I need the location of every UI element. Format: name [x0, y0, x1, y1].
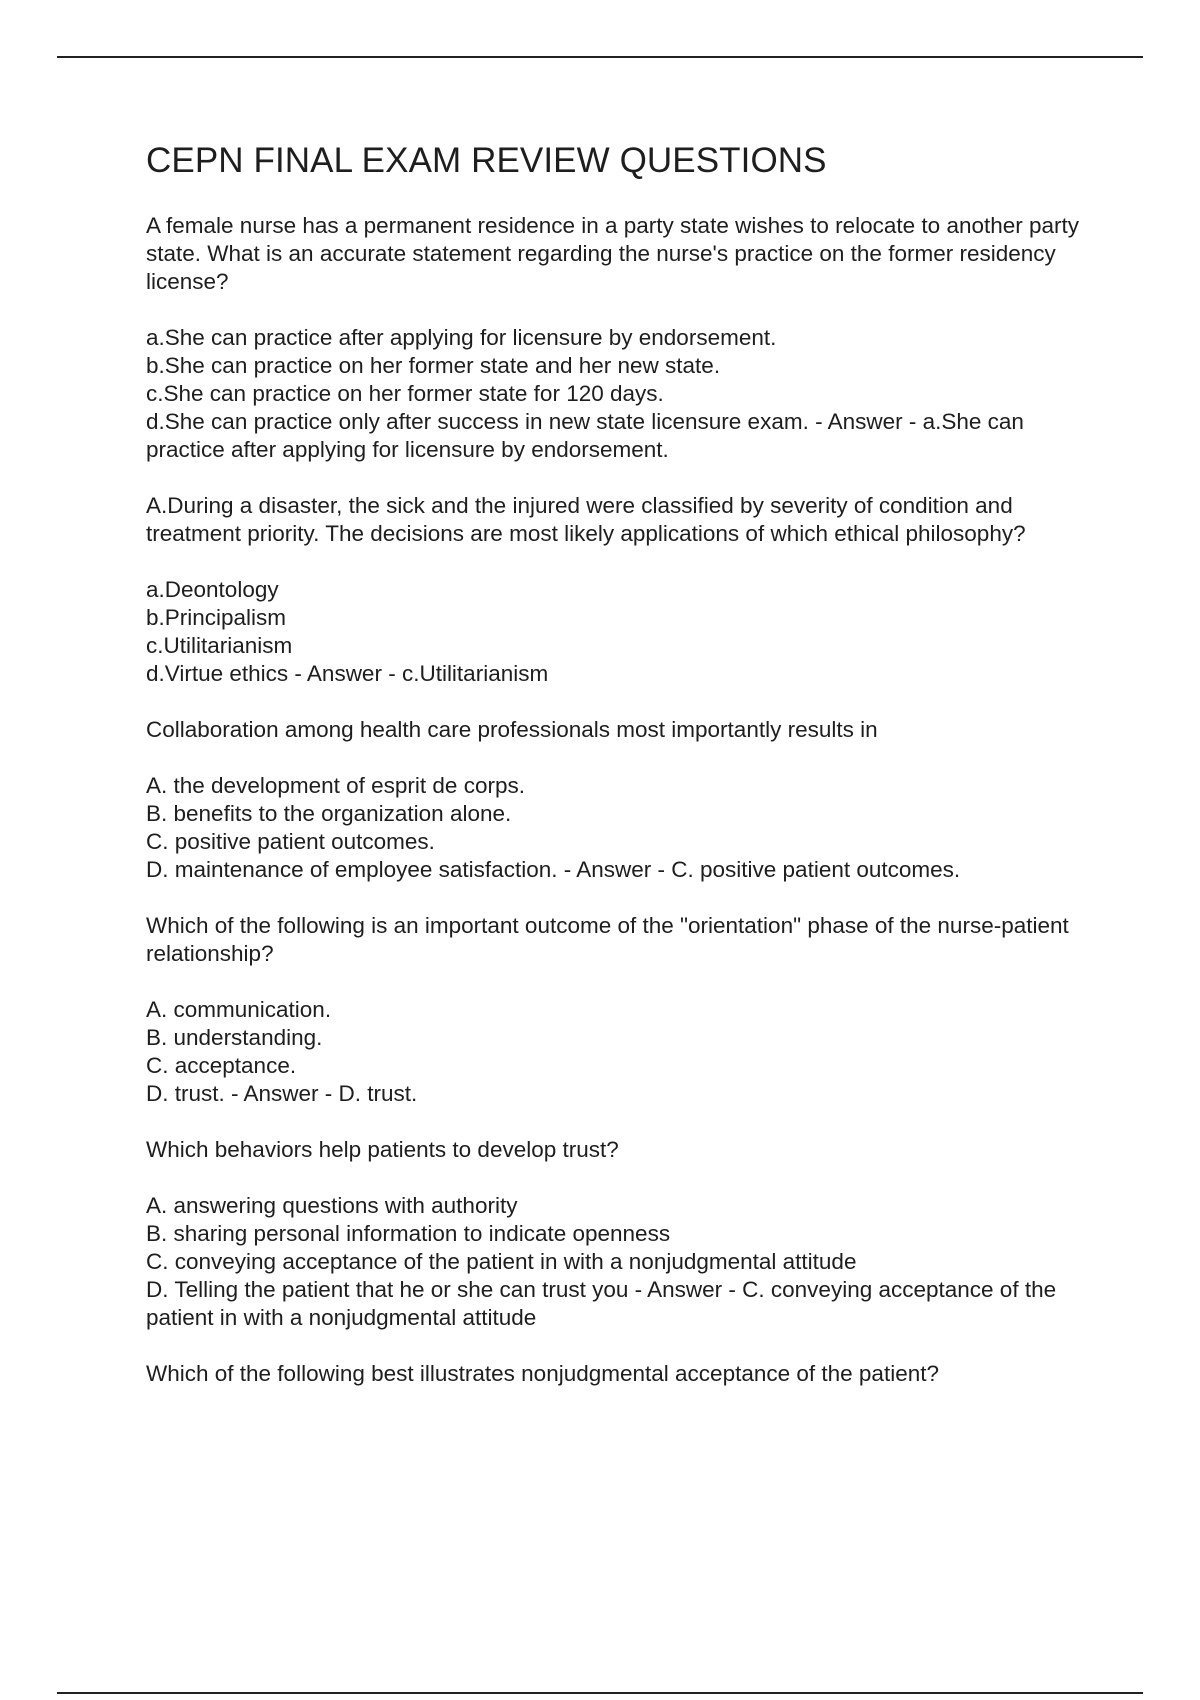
- question-text: Which of the following best illustrates nonjudgmental acceptance of the patient?: [146, 1361, 939, 1386]
- option-d-with-answer: d.Virtue ethics - Answer - c.Utilitarianism: [146, 661, 549, 686]
- option-d-with-answer: D. maintenance of employee satisfaction. - Answer - C. positive patient outcomes.: [146, 857, 961, 882]
- top-rule: [57, 56, 1143, 58]
- question-text: A female nurse has a permanent residence in a party state wishes to relocate to another party state. What is an accurate statement regarding the nurse's practice on the former residency license?: [146, 213, 1080, 294]
- question-text: Collaboration among health care professionals most importantly results in: [146, 717, 878, 742]
- option-a: a.Deontology: [146, 577, 279, 602]
- question-text: Which of the following is an important outcome of the "orientation" phase of the nurse-patient relationship?: [146, 913, 1069, 966]
- option-b: B. sharing personal information to indicate openness: [146, 1221, 671, 1246]
- question-block-5: [146, 1136, 1106, 1332]
- option-c: c.She can practice on her former state for 120 days.: [146, 381, 664, 406]
- option-list: [146, 324, 1106, 464]
- option-c: C. acceptance.: [146, 1053, 297, 1078]
- option-a: a.She can practice after applying for licensure by endorsement.: [146, 325, 777, 350]
- option-c: c.Utilitarianism: [146, 633, 293, 658]
- option-list: [146, 576, 1106, 688]
- option-b: b.She can practice on her former state and her new state.: [146, 353, 721, 378]
- option-b: b.Principalism: [146, 605, 287, 630]
- option-b: B. benefits to the organization alone.: [146, 801, 512, 826]
- option-list: [146, 772, 1106, 884]
- option-b: B. understanding.: [146, 1025, 323, 1050]
- document-body: [146, 140, 1106, 1416]
- question-text: A.During a disaster, the sick and the injured were classified by severity of condition and treatment priority. The decisions are most likely applications of which ethical philosophy?: [146, 493, 1026, 546]
- question-block-4: [146, 912, 1106, 1108]
- option-c: C. conveying acceptance of the patient in with a nonjudgmental attitude: [146, 1249, 857, 1274]
- option-list: [146, 1192, 1106, 1332]
- question-block-2: [146, 492, 1106, 688]
- bottom-rule: [57, 1692, 1143, 1694]
- question-block-6: [146, 1360, 1106, 1388]
- option-d-with-answer: d.She can practice only after success in new state licensure exam. - Answer - a.She can practice after applying for licensure by endorsement.: [146, 409, 1024, 462]
- option-d-with-answer: D. trust. - Answer - D. trust.: [146, 1081, 418, 1106]
- option-a: A. answering questions with authority: [146, 1193, 518, 1218]
- option-c: C. positive patient outcomes.: [146, 829, 435, 854]
- option-list: [146, 996, 1106, 1108]
- option-a: A. the development of esprit de corps.: [146, 773, 525, 798]
- question-text: Which behaviors help patients to develop trust?: [146, 1137, 619, 1162]
- question-block-3: [146, 716, 1106, 884]
- option-d-with-answer: D. Telling the patient that he or she can trust you - Answer - C. conveying acceptance of the patient in with a nonjudgmental attitude: [146, 1277, 1057, 1330]
- question-block-1: [146, 212, 1106, 464]
- option-a: A. communication.: [146, 997, 332, 1022]
- document-title: CEPN FINAL EXAM REVIEW QUESTIONS: [146, 141, 827, 180]
